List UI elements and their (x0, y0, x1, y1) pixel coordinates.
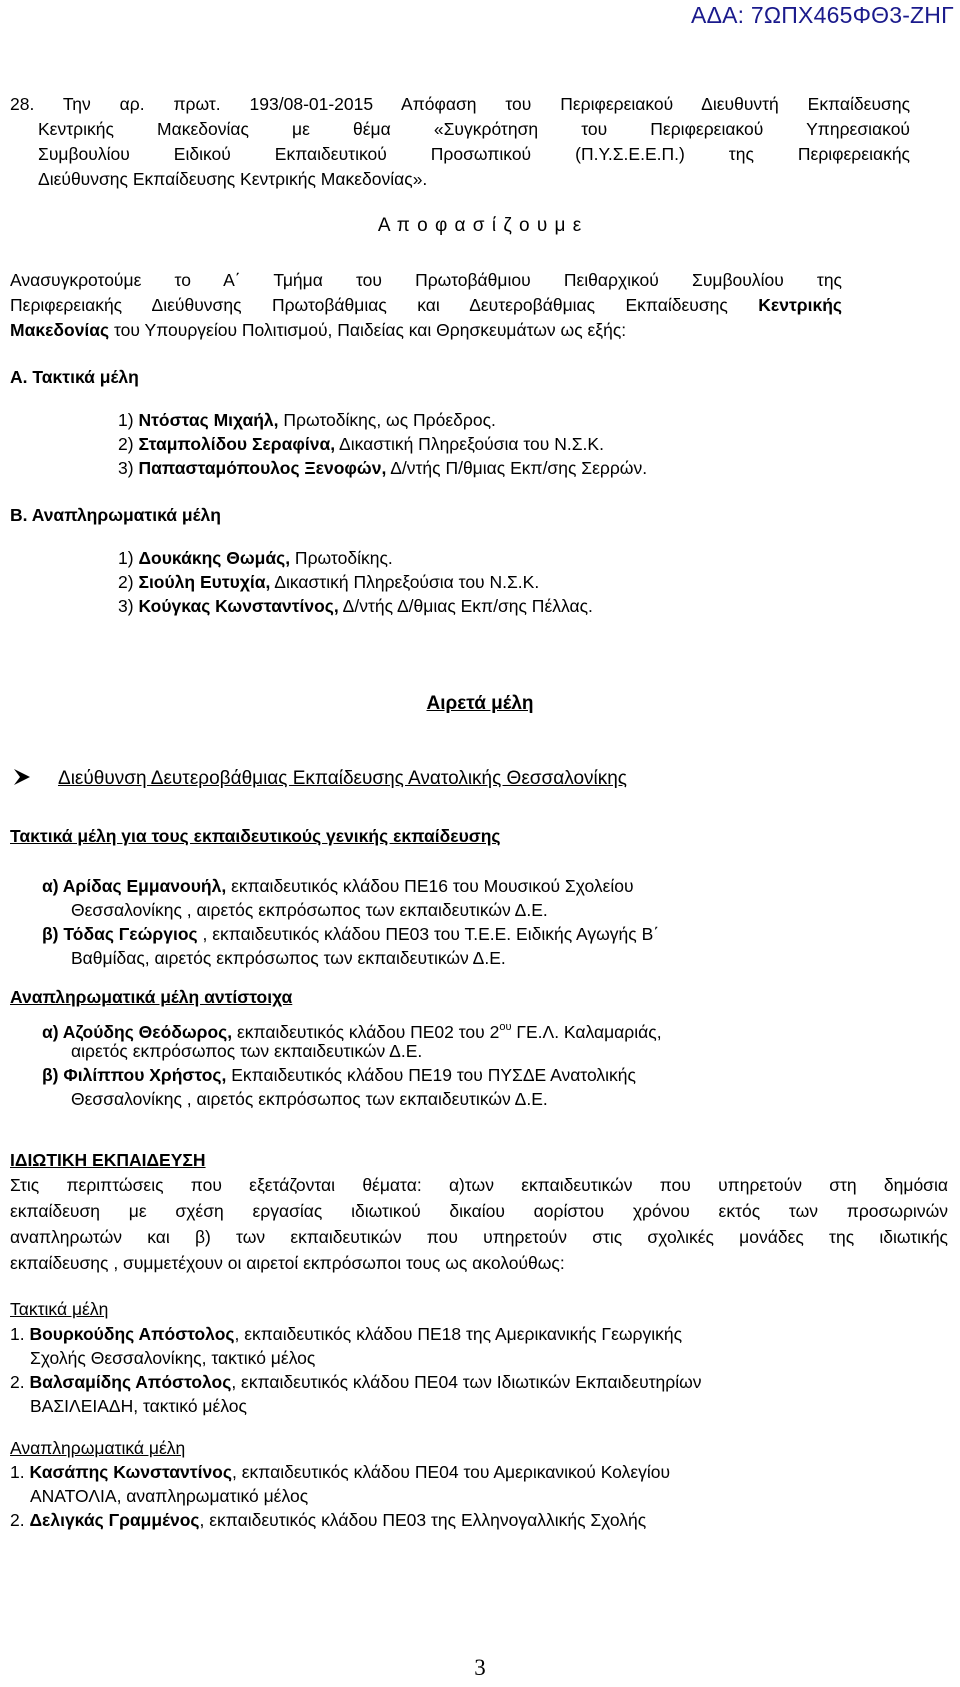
section-a-member-2 (118, 432, 604, 457)
item-number: 2. (10, 1510, 30, 1530)
member-role: Δικαστική Πληρεξούσια του Ν.Σ.Κ. (270, 572, 540, 592)
elected-alt-b-cont: Θεσσαλονίκης , αιρετός εκπρόσωπος των εκπαιδευτικών Δ.Ε. (71, 1089, 548, 1109)
member-number: 1) (118, 548, 139, 568)
member-role-end: ΓΕ.Λ. Καλαμαριάς, (511, 1022, 662, 1042)
section-b-member-2 (118, 570, 539, 595)
member-role: Πρωτοδίκης, ως Πρόεδρος. (278, 410, 496, 430)
private-regular-heading: Τακτικά μέλη (10, 1299, 109, 1319)
private-heading: ΙΔΙΩΤΙΚΗ ΕΚΠΑΙΔΕΥΣΗ (10, 1150, 206, 1170)
section-b-member-3 (118, 594, 593, 619)
elected-alt-heading: Αναπληρωματικά μέλη αντίστοιχα (10, 987, 293, 1007)
private-line: Στις περιπτώσεις που εξετάζονται θέματα: α)των εκπαιδευτικών που υπηρετούν στη δημόσια (10, 1175, 948, 1195)
elected-regular-a (42, 874, 634, 899)
member-role: , εκπαιδευτικός κλάδου ΠΕ03 του Τ.Ε.Ε. Ειδικής Αγωγής Β΄ (197, 924, 660, 944)
page-number: 3 (474, 1655, 486, 1680)
item-28-line: Διεύθυνσης Εκπαίδευσης Κεντρικής Μακεδονίας». (38, 169, 428, 189)
private-line: εκπαίδευσης , συμμετέχουν οι αιρετοί εκπρόσωποι τους ως ακολούθως: (10, 1253, 565, 1273)
elected-regular-b (42, 922, 659, 947)
elected-alt-a-cont: αιρετός εκπρόσωπος των εκπαιδευτικών Δ.Ε. (71, 1041, 423, 1061)
member-name: α) Αζούδης Θεόδωρος, (42, 1022, 233, 1042)
intro-line: Ανασυγκροτούμε το Α΄ Τμήμα του Πρωτοβάθμιου Πειθαρχικού Συμβουλίου της (10, 270, 842, 290)
private-alt-1 (10, 1460, 670, 1485)
intro-line (10, 318, 842, 343)
directorate-line (12, 766, 627, 791)
member-name: Δουκάκης Θωμάς, (138, 548, 291, 568)
member-name: Δελιγκάς Γραμμένος (29, 1510, 200, 1530)
elected-regular-a-cont: Θεσσαλονίκης , αιρετός εκπρόσωπος των εκπαιδευτικών Δ.Ε. (71, 900, 548, 920)
member-role: Δικαστική Πληρεξούσια του Ν.Σ.Κ. (335, 434, 604, 454)
item-number: 2. (10, 1372, 30, 1392)
section-b-heading (10, 503, 221, 528)
intro-paragraph (10, 268, 842, 343)
private-alt-heading: Αναπληρωματικά μέλη (10, 1438, 186, 1458)
elected-heading: Αιρετά μέλη (426, 693, 534, 714)
directorate-title: Διεύθυνση Δευτεροβάθμιας Εκπαίδευσης Ανατολικής Θεσσαλονίκης (58, 768, 627, 789)
elected-regular-b-cont: Βαθμίδας, αιρετός εκπρόσωπος των εκπαιδευτικών Δ.Ε. (71, 948, 506, 968)
intro-bold: Μακεδονίας (10, 320, 110, 340)
section-b-member-1 (118, 546, 393, 571)
member-name: β) Τόδας Γεώργιος (42, 924, 198, 944)
private-alt-2 (10, 1508, 646, 1533)
private-regular-2 (10, 1370, 702, 1395)
member-role: , εκπαιδευτικός κλάδου ΠΕ18 της Αμερικανικής Γεωργικής (234, 1324, 683, 1344)
private-regular-2-cont: ΒΑΣΙΛΕΙΑΔΗ, τακτικό μέλος (30, 1396, 247, 1416)
member-name: Βαλσαμίδης Απόστολος (29, 1372, 232, 1392)
member-name: Βουρκούδης Απόστολος (29, 1324, 235, 1344)
item-28-line: Κεντρικής Μακεδονίας με θέμα «Συγκρότηση του Περιφερειακού Υπηρεσιακού (38, 119, 910, 139)
member-role: , εκπαιδευτικός κλάδου ΠΕ04 του Αμερικανικού Κολεγίου (231, 1462, 671, 1482)
section-b-heading-text: Β. Αναπληρωματικά μέλη (10, 505, 221, 525)
intro-bold: Κεντρικής (758, 295, 842, 315)
item-28-line: 28. Την αρ. πρωτ. 193/08-01-2015 Απόφαση του Περιφερειακού Διευθυντή Εκπαίδευσης (10, 94, 910, 114)
member-name: β) Φιλίππου Χρήστος, (42, 1065, 227, 1085)
member-name: Σταμπολίδου Σεραφίνα, (138, 434, 336, 454)
member-role: Δ/ντής Δ/θμιας Εκπ/σης Πέλλας. (338, 596, 593, 616)
section-a-member-3 (118, 456, 647, 481)
member-number: 2) (118, 434, 139, 454)
private-paragraph (10, 1172, 948, 1276)
decision-title: Α π ο φ α σ ί ζ ο υ μ ε (377, 215, 583, 236)
private-alt-1-cont: ΑΝΑΤΟΛΙΑ, αναπληρωματικό μέλος (30, 1486, 309, 1506)
member-number: 3) (118, 458, 139, 478)
member-role: Δ/ντής Π/θμιας Εκπ/σης Σερρών. (386, 458, 648, 478)
ada-code: ΑΔΑ: 7ΩΠΧ465ΦΘ3-ΖΗΓ (691, 2, 954, 28)
item-number: 1. (10, 1462, 30, 1482)
member-name: Σιούλη Ευτυχία, (138, 572, 271, 592)
member-number: 2) (118, 572, 139, 592)
member-name: Ντόστας Μιχαήλ, (138, 410, 279, 430)
section-a-heading (10, 365, 139, 390)
section-a-member-1 (118, 408, 496, 433)
item-28-line: Συμβουλίου Ειδικού Εκπαιδευτικού Προσωπικού (Π.Υ.Σ.Ε.Ε.Π.) της Περιφερειακής (38, 144, 910, 164)
member-role: , εκπαιδευτικός κλάδου ΠΕ04 των Ιδιωτικών Εκπαιδευτηρίων (231, 1372, 702, 1392)
private-line: εκπαίδευση με σχέση εργασίας ιδιωτικού δικαίου αορίστου χρόνου εκτός των προσωρινών (10, 1201, 948, 1221)
item-number: 1. (10, 1324, 30, 1344)
member-role: Πρωτοδίκης. (290, 548, 393, 568)
member-name: Κασάπης Κωνσταντίνος (29, 1462, 232, 1482)
member-number: 1) (118, 410, 139, 430)
intro-line (10, 293, 842, 318)
member-name: α) Αρίδας Εμμανουήλ, (42, 876, 227, 896)
ordinal-suffix: ου (499, 1021, 512, 1033)
arrowhead-bullet-icon (12, 767, 32, 787)
intro-text: Περιφερειακής Διεύθυνσης Πρωτοβάθμιας και Δευτεροβάθμιας Εκπαίδευσης (10, 295, 759, 315)
member-role: εκπαιδευτικός κλάδου ΠΕ02 του 2 (232, 1022, 500, 1042)
member-number: 3) (118, 596, 139, 616)
section-a-heading-text: Α. Τακτικά μέλη (10, 367, 139, 387)
intro-text: του Υπουργείου Πολιτισμού, Παιδείας και Θρησκευμάτων ως εξής: (109, 320, 627, 340)
private-regular-1 (10, 1322, 682, 1347)
member-name: Παπασταμόπουλος Ξενοφών, (138, 458, 387, 478)
elected-regular-heading: Τακτικά μέλη για τους εκπαιδευτικούς γενικής εκπαίδευσης (10, 826, 501, 846)
member-name: Κούγκας Κωνσταντίνος, (138, 596, 339, 616)
elected-alt-b (42, 1063, 636, 1088)
private-line: αναπληρωτών και β) των εκπαιδευτικών που υπηρετούν στις σχολικές μονάδες της ιδιωτικής (10, 1227, 948, 1247)
member-role: Εκπαιδευτικός κλάδου ΠΕ19 του ΠΥΣΔΕ Ανατολικής (226, 1065, 636, 1085)
member-role: , εκπαιδευτικός κλάδου ΠΕ03 της Ελληνογαλλικής Σχολής (199, 1510, 647, 1530)
member-role: εκπαιδευτικός κλάδου ΠΕ16 του Μουσικού Σχολείου (226, 876, 634, 896)
item-28 (10, 92, 910, 192)
private-regular-1-cont: Σχολής Θεσσαλονίκης, τακτικό μέλος (30, 1348, 316, 1368)
